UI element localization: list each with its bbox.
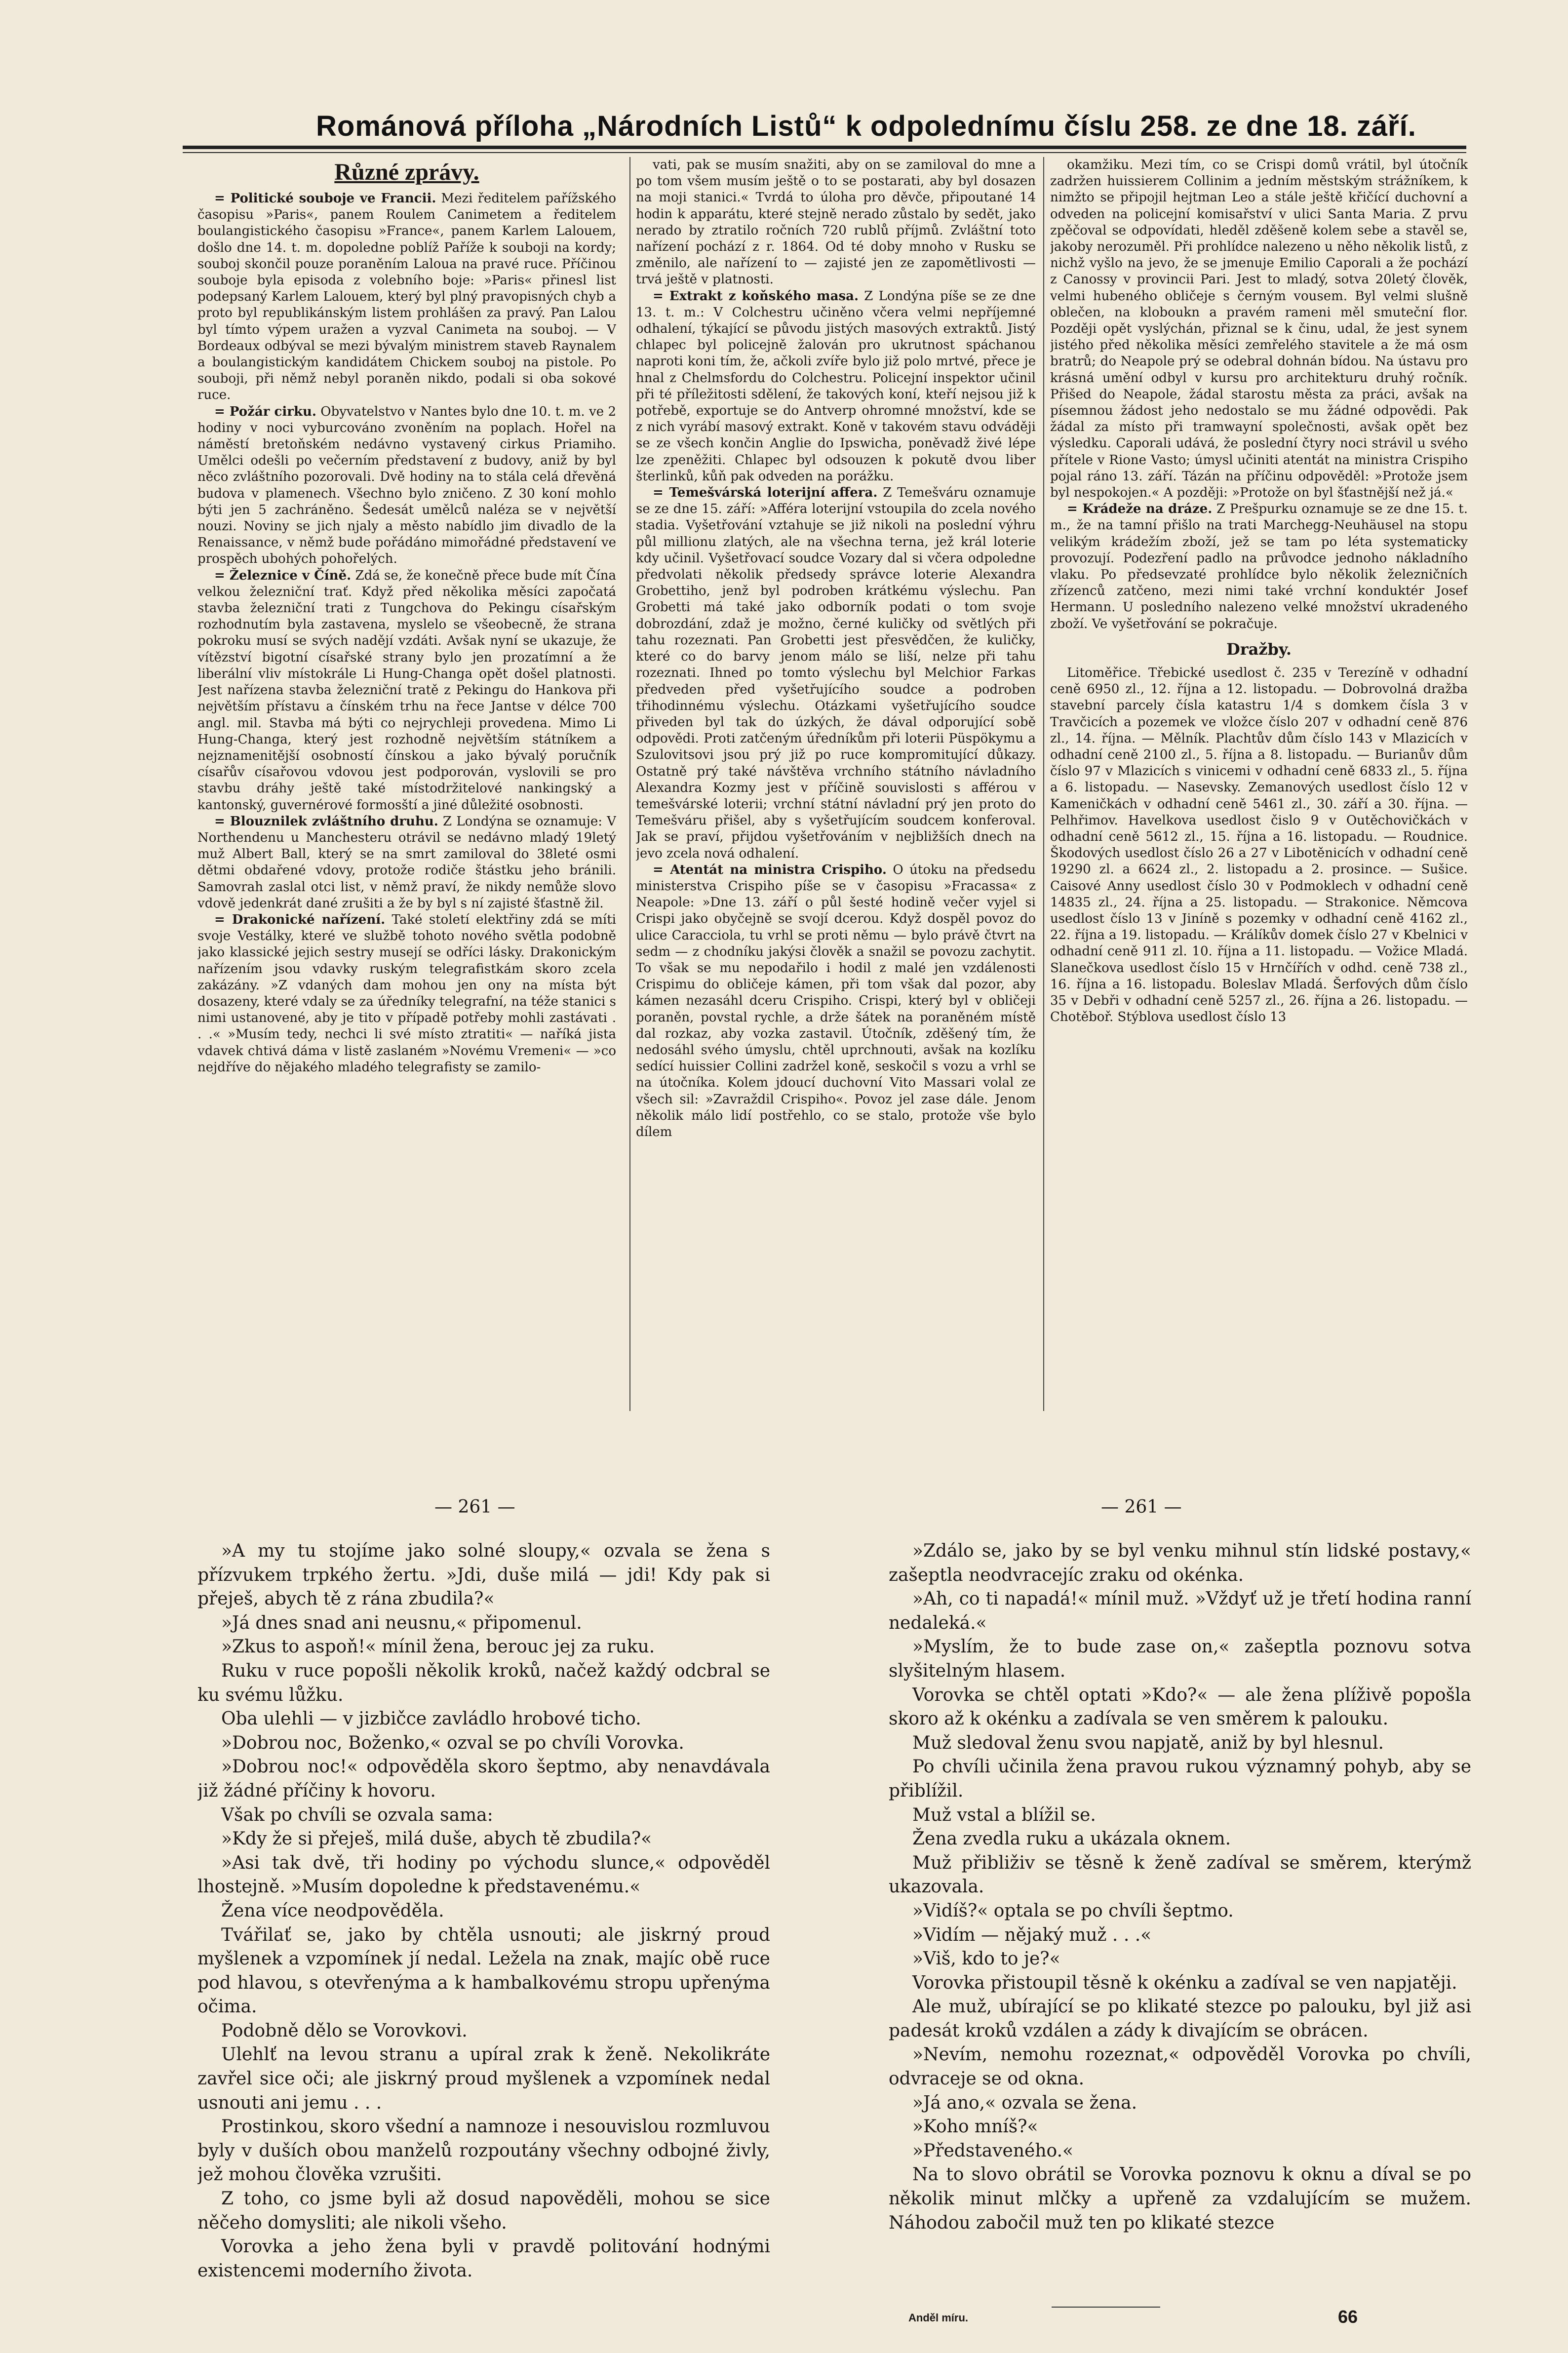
novel-paragraph: Žena více neodpověděla. bbox=[221, 1900, 444, 1921]
novel-paragraph: Ulehlť na levou stranu a upíral zrak k ženě. Nekolikráte zavřel sice oči; ale jiskrný proud myšlenek a vzpomínek nedal usnouti ani jemu . . . bbox=[197, 2044, 770, 2113]
novel-paragraph: Tvářilať se, jako by chtěla usnouti; ale jiskrný proud myšlenek a vzpomínek jí nedal. Ležela na znak, majíc obě ruce pod hlavou, s otevřenýma a k hambalkovému stropu upřenýma očima. bbox=[197, 1924, 770, 2017]
news-item-headline: = Blouznilek zvláštního druhu. bbox=[214, 814, 438, 829]
masthead-rule-thin bbox=[183, 152, 1466, 153]
masthead-title: Románová příloha „Národních Listů“ k odpolednímu číslu 258. ze dne 18. září. bbox=[316, 110, 1416, 142]
column-divider bbox=[1043, 157, 1044, 1411]
novel-paragraph: »Já ano,« ozvala se žena. bbox=[912, 2092, 1137, 2113]
novel-paragraph: »Kdy že si přeješ, milá duše, abych tě zbudila?« bbox=[221, 1829, 652, 1849]
novel-paragraph: »Vidíš?« optala se po chvíli šeptmo. bbox=[912, 1900, 1234, 1921]
novel-paragraph: Na to slovo obrátil se Vorovka poznovu k oknu a díval se po několik minut mlčky a upřeně za vzdalujícím se mužem. Náhodou zabočil muž ten po klikaté stezce bbox=[889, 2164, 1471, 2233]
news-item bbox=[197, 191, 616, 404]
novel-paragraph: »Ah, co ti napadá!« mínil muž. »Vždyť už je třetí hodina ranní nedaleká.« bbox=[889, 1589, 1471, 1633]
news-item-text: Z Prešpurku oznamuje se ze dne 15. t. m., že na tamní přišlo na trati Marchegg-Neuhäusel na stopu velikým krádežím zboží, jež se tam po léta systematicky provozují. Podezření padlo na průvodce jednoho nákladního vlaku. Po předsevzaté prohlídce bylo několik železničních zřízenců zatčeno, mezi nimi také vrchní konduktér Josef Hermann. U posledního nalezeno velké množství ukradeného zboží. Ve vyšetřování se pokračuje. bbox=[1050, 502, 1468, 631]
news-item-text: okamžiku. Mezi tím, co se Crispi domů vrátil, byl útočník zadržen huissierem Collinim a jedním městským strážníkem, k nimžto se připojil hejtman Leo a stále ještě křičící duchovní a odveden na policejní komisařství v ulici Santa Maria. Z prvu zpěčoval se odpovídati, hleděl zděšeně kolem sebe a stavěl se, jakoby nerozuměl. Při prohlídce nalezeno u něho několik listů, z nichž vyšlo na jevo, že se jmenuje Emilio Caporali a že pochází z Canossy v provincii Pari. Jest to mladý, sotva 20letý člověk, velmi hubeného obličeje s černým vousem. Byl velmi slušně oblečen, na kloboukn a pravém rameni měl smuteční flor. Později opět vyslýchán, přiznal se k činu, udal, že jest synem jistého před několika měsíci zemřelého stavitele a že má osm bratrů; do Neapole prý se odebral dohnán bídou. Na ústavu pro krásná umění odbyl v kursu pro architekturu druhý ročník. Přišed do Neapole, žádal starostu města za práci, avšak na písemnou žádost jeho nedostalo se mu žádné odpovědi. Pak žádal za místo při tramwayní společnosti, avšak opět bez výsledku. Caporali udává, že poslední čtyry noci strávil u svého přítele v Rione Vasto; úmysl učiniti atentát na ministra Crispiho pojal ráno 13. září. Tázán na příčinu odpověděl: »Protože jsem byl nespokojen.« A později: »Protože on byl šťastnější než já.« bbox=[1050, 157, 1468, 501]
news-item-text: Z Londýna píše se ze dne 13. t. m.: V Colchestru učiněno včera velmi nepříjemné odhalení, týkající se původu jistých masových extraktů. Jistý chlapec byl policejně žalován pro ukrutnost spáchanou naproti koni tím, že, ačkoli zvíře bylo již polo mrtvé, přece je hnal z Chelmsfordu do Colchestru. Policejní inspektor učinil při té příležitosti sdělení, že takových koní, kteří nejsou již k potřebě, exportuje se do Antverp ohromné množství, kde se z nich vyrábí masový extrakt. Koně v takovém stavu odváději se ze všech končin Anglie do Ipswicha, poněvadž živé lépe lze zpeněžiti. Chlapec byl odsouzen k pokutě dvou liber šterlinků, kůň pak odveden na porážku. bbox=[636, 288, 1036, 484]
novel-paragraph: Muž vstal a blížil se. bbox=[912, 1804, 1096, 1825]
novel-paragraph: »Představeného.« bbox=[912, 2140, 1074, 2161]
novel-paragraph: »Myslím, že to bude zase on,« zašeptla poznovu sotva slyšitelným hlasem. bbox=[889, 1637, 1471, 1681]
novel-right-column bbox=[889, 1539, 1471, 2300]
news-column-1 bbox=[197, 157, 616, 1411]
news-item bbox=[1050, 501, 1468, 632]
news-item-text: Mezi ředitelem pařížského časopisu »Paris«, panem Roulem Canimetem a ředitelem boulangistického časopisu »France«, panem Karlem Lalouem, došlo dne 14. t. m. dopoledne poblíž Paříže k souboji na kordy; souboj skončil pouze poraněním Laloua na pravé ruce. Příčinou souboje byla episoda z volebního boje: »Paris« přinesl list podepsaný Karlem Lalouem, který byl plný pravopisných chyb a proto byl republikánským listem prohlášen za pravý. Pan Lalou byl tímto výpem uražen a vyzval Canimeta na souboj. — V Bordeaux odbýval se mezi bývalým ministrem staveb Raynalem a boulangistickým kandidátem Chickem souboj na pistole. Po souboji, při němž nebyl poraněn nikdo, podali si oba sokové ruce. bbox=[197, 191, 616, 403]
news-item bbox=[197, 814, 616, 912]
news-item bbox=[636, 288, 1036, 485]
signature-rule bbox=[1052, 2307, 1160, 2308]
novel-paragraph: »Nevím, nemohu rozeznat,« odpověděl Vorovka po chvíli, odvraceje se od okna. bbox=[889, 2044, 1471, 2089]
news-item-text: Také století elektřiny zdá se míti svoje Vestálky, které ve službě tohoto nového světla podobně jako klassické jejich sestry musejí se odříci lásky. Drakonickým nařízením jsou vdavky ruským telegrafistkám skoro zcela zakázány. »Z vdaných dam mohou jen ony na místa být dosazeny, které vdaly se za úředníky telegrafní, na téže stanici s nimi ustanovené, aby je tito v případě potřeby mohli zastávati . . .« »Musím tedy, nechci li své místo ztratiti« — naříká jista vdavek chtivá dáma v listě zaslaném »Novému Vremeni« — »co nejdříve do nějakého mladého telegrafisty se zamilo- bbox=[197, 912, 616, 1075]
news-column-3-items bbox=[1050, 157, 1468, 632]
novel-left-page-number: — 261 — bbox=[434, 1497, 515, 1517]
news-item-text: Obyvatelstvo v Nantes bylo dne 10. t. m. ve 2 hodiny v noci vyburcováno zvoněním na poplach. Hořel na náměstí bretoňském nedávno vystavený cirkus Priamiho. Umělci odešli po večerním představení z budovy, aniž by byl něco zvláštního pozorovali. Dvě hodiny na to stála celá dřevěná budova v plamenech. Všechno bylo zničeno. Z 30 koní mohlo býti jen 5 zachráněno. Šedesát umělců naléza se v největší nouzi. Noviny se jich njaly a město nabídlo jim divadlo de la Renaissance, v němž bude pořádáno mimořádné představení ve prospěch ubohých pohořelých. bbox=[197, 404, 616, 567]
novel-paragraph: Po chvíli učinila žena pravou rukou významný pohyb, aby se přiblížil. bbox=[889, 1757, 1471, 1801]
novel-right-page-number: — 261 — bbox=[1101, 1497, 1182, 1517]
novel-paragraph: Oba ulehli — v jizbičce zavládlo hrobové ticho. bbox=[221, 1709, 641, 1729]
news-item bbox=[197, 912, 616, 1076]
news-item-headline: = Železnice v Číně. bbox=[214, 568, 352, 583]
novel-paragraph: »Dobrou noc!« odpověděla skoro šeptmo, aby nenavdávala již žádné příčiny k hovoru. bbox=[197, 1757, 770, 1801]
novel-paragraph: Podobně dělo se Vorovkovi. bbox=[221, 2020, 468, 2041]
novel-paragraph: Vorovka a jeho žena byli v pravdě politování hodnými existencemi moderního života. bbox=[197, 2236, 770, 2281]
novel-paragraph: Vorovka přistoupil těsně k okénku a zadíval se ven napjatěji. bbox=[912, 1972, 1457, 1993]
news-column-3 bbox=[1050, 157, 1468, 1411]
novel-paragraph: Ruku v ruce popošli několik kroků, načež každý odcbral se ku svému lůžku. bbox=[197, 1660, 770, 1705]
news-item-text: O útoku na předsedu ministerstva Crispiho píše se v časopisu »Fracassa« z Neapole: »Dne 13. září o půl šesté hodině večer vyjel si Crispi jako obyčejně se svojí dcerou. Když dospěl povoz do ulice Caracciola, tu vrhl se proti němu — bylo právě čtvrt na sedm — z chodníku jakýsi člověk a snažil se povozu zachytit. To však se mu nepodařilo i hodil z malé jen vzdálenosti Crispimu do obličeje kámen, při tom však dal pozor, aby kámen nezasáhl dceru Crispiho. Crispi, který byl v obličeji poraněn, povstal rychle, a drže šátek na poraněném místě dal rozkaz, aby vozka zastavil. Útočník, zděšený tím, že nedosáhl svého úmyslu, chtěl uprchnouti, avšak na kozlíku sedící huissier Collini zadržel koně, seskočil s vozu a vrhl se na útočníka. Kolem jdoucí duchovní Vito Massari volal ze všech sil: »Zavraždil Crispiho«. Povoz jel zase dále. Jenom několik málo lidí postřehlo, co se stalo, protože vše bylo dílem bbox=[636, 862, 1036, 1139]
column-divider bbox=[629, 157, 630, 1411]
news-item bbox=[197, 568, 616, 814]
news-item-headline: = Extrakt z koňského masa. bbox=[653, 288, 859, 304]
news-item-text: Z Londýna se oznamuje: V Northendenu u Manchesteru otrávil se nedávno mladý 19letý muž Albert Ball, který se na smrt zamiloval do 38leté osmi dětmi obdařené vdovy, protože rodiče štástku jeho bránili. Samovrah zaslal otci list, v němž praví, že nikdy nemůže slovo vdově jedenkrát dané zrušiti a že by byl s ní zajisté šťastně žil. bbox=[197, 814, 616, 911]
novel-paragraph: Muž sledoval ženu svou napjatě, aniž by byl hlesnul. bbox=[912, 1732, 1384, 1753]
news-item-headline: = Temešvárská loterijní affera. bbox=[653, 485, 878, 501]
novel-paragraph: Ale muž, ubírající se po klikaté stezce po palouku, byl již asi padesát kroků vzdálen a zády k divajícím se obrácen. bbox=[889, 1997, 1471, 2041]
novel-paragraph: »Dobrou noc, Boženko,« ozval se po chvíli Vorovka. bbox=[221, 1732, 684, 1753]
news-item-text: Z Temešváru oznamuje se ze dne 15. září: »Afféra loterijní vstoupila do zcela nového stadia. Vyšetřování vztahuje se již nikoli na poslední výhru půl millionu zlatých, ale na všechna terna, jež král loterie kdy učinil. Vyšetřovací soudce Vozary dal si včera odpoledne předvolati několik předsedy správce loterie Alexandra Grobettiho, jenž byl podroben krátkému výslechu. Pan Grobetti má také jako odborník podati o tom svoje dobrozdání, zdaž je možno, černé kuličky od světlých při tahu rozeznati. Pan Grobetti jest přesvědčen, že kuličky, které co do barvy jenom málo se liší, nelze při tahu rozeznati. Ihned po tomto výslechu byl Melchior Farkas předveden před vyšetřujícího soudce a podroben třihodinnému výslechu. Otázkami vyšetřujícího soudce přiveden byl tak do úzkých, že dával odporující sobě odpovědi. Proti zatčeným úředníkům při loterii Püspökymu a Szulovitsovi jsou prý již po ruce kompromitující důkazy. Ostatně prý také návštěva vrchního státního návladního Alexandra Kozmy jest v příčině souvislosti s afférou v temešvárské loterii; vrchní státní návladní prý jen proto do Temešváru přišel, aby s vyšetřujícím soudcem konferoval. Jak se praví, přijdou vyšetřováním v nejbližších dnech na jevo zcela nová odhalení. bbox=[636, 485, 1036, 861]
novel-paragraph: Prostinkou, skoro všední a namnoze i nesouvislou rozmluvou byly v duších obou manželů rozpoutány všechny odbojné živly, jež mohou člověka vzrušiti. bbox=[197, 2117, 770, 2185]
masthead-rule-thick bbox=[183, 146, 1466, 149]
novel-paragraph: »Zkus to aspoň!« mínil žena, berouc jej za ruku. bbox=[221, 1637, 655, 1657]
news-item-headline: = Politické souboje ve Francii. bbox=[214, 191, 436, 206]
news-item bbox=[1050, 157, 1468, 501]
news-item bbox=[197, 404, 616, 568]
auctions-text: Litoměřice. Třebické usedlost č. 235 v Terezíně v odhadní ceně 6950 zl., 12. října a 12. listopadu. — Dobrovolná dražba stavební parcely čísla katastru 1/4 s domkem čísla 3 v Travčicích a pozemek ve vložce číslo 207 v odhadní ceně 876 zl., 14. října. — Mělník. Plachtův dům číslo 143 v Mlazicích v odhadní ceně 2100 zl., 5. října a 8. listopadu. — Burianův dům číslo 97 v Mlazicích s vinicemi v odhadní ceně 6833 zl., 5. října a 6. listopadu. — Nasevsky. Zemanových usedlost číslo 12 v Kameničkách v odhadní ceně 5461 zl., 30. září a 30. října. — Pelhřimov. Havelkova usedlost čislo 9 v Outěchovičkách v odhadní ceně 5612 zl., 15. října a 16. listopadu. — Roudnice. Škodových usedlost číslo 26 a 27 v Libotěnicích v odhadní ceně 19290 zl. a 6624 zl., 2. listopadu a 2. prosince. — Sušice. Caisové Anny usedlost číslo 30 v Podmoklech v odhadní ceně 14835 zl., 24. října a 25. listopadu. — Strakonice. Němcova usedlost číslo 13 v Jiníně s pozemky v odhadní ceně 4162 zl., 22. října a 19. listopadu. — Králíkův domek číslo 27 v Kbelnici v odhadní ceně 911 zl. 10. října a 11. listopadu. — Vožice Mladá. Slanečkova usedlost číslo 15 v Hrnčířích v odhd. ceně 738 zl., 16. října a 16. listopadu. Boleslav Mladá. Šerfových dům číslo 35 v Debři v odhadní ceně 5257 zl., 26. října a 26. listopadu. — Chotěboř. Stýblova usedlost číslo 13 bbox=[1050, 665, 1468, 1025]
news-item-text: vati, pak se musím snažiti, aby on se zamiloval do mne a po tom všem musím ještě o to se postarati, aby byl dosazen na moji stanici.« Tvrdá to úloha pro děvče, připoutané 14 hodin k apparátu, které stejně nerado zůstalo by sedět, jako nerado by ztratilo ročních 720 rublů příjmů. Zvláštní toto nařízení pochází z r. 1864. Od té doby mnoho v Rusku se změnilo, ale nařízení to — zajisté jen ze zapomětlivosti — trvá ještě v platnosti. bbox=[636, 157, 1036, 287]
news-item-text: Zdá se, že konečně přece bude mít Čína velkou železniční trať. Když před několika měsíci započatá stavba železniční trati z Tungchova do Pekingu císařským rozhodnutím byla zastavena, myslelo se všeobecně, že strana pokroku musí se svých nadějí vzdáti. Avšak nyní se ukazuje, že vítězství bigotní císařské strany bylo jen prozatímní a že liberální vliv místokrále Li Hung-Changa opět došel platnosti. Jest nařízena stavba železniční tratě z Pekingu do Hankova při největším přístavu a čínském trhu na řece Jantse v délce 700 angl. mil. Stavba má býti co nejrychleji provedena. Mimo Li Hung-Changa, který jest rozhodně největším státníkem a nejznamenitější osobností čínskou a jako bývalý poručník císařův císařovou vdovou jest podporován, vyslovili se pro stavbu dráhy ještě také místodržitelové nankingský a kantonský, guvernérové formosští a jiné důležité osobnosti. bbox=[197, 568, 616, 813]
news-item bbox=[636, 862, 1036, 1140]
novel-paragraph: »Já dnes snad ani neusnu,« připomenul. bbox=[221, 1612, 582, 1633]
novel-paragraph: »A my tu stojíme jako solné sloupy,« ozvala se žena s přízvukem trpkého žertu. »Jdi, duše milá — jdi! Kdy pak si přeješ, abych tě z rána zbudila?« bbox=[197, 1541, 770, 1609]
news-item-headline: = Požár cirku. bbox=[214, 404, 316, 419]
novel-paragraph: Muž přibliživ se těsně k ženě zadíval se směrem, kterýmž ukazovala. bbox=[889, 1852, 1471, 1897]
novel-paragraph: Vorovka se chtěl optati »Kdo?« — ale žena plíživě popošla skoro až k okénku a zadívala se ven směrem k palouku. bbox=[889, 1685, 1471, 1729]
signature-number: 66 bbox=[1338, 2307, 1358, 2327]
printer-mark: Anděl míru. bbox=[908, 2312, 969, 2324]
novel-paragraph: »Vidím — nějaký muž . . .« bbox=[912, 1924, 1152, 1945]
news-column-2 bbox=[636, 157, 1036, 1411]
news-item bbox=[636, 157, 1036, 288]
news-item-headline: = Drakonické nařízení. bbox=[214, 912, 386, 927]
news-item-headline: = Atentát na ministra Crispiho. bbox=[653, 862, 887, 877]
news-item bbox=[636, 485, 1036, 862]
novel-paragraph: »Asi tak dvě, tři hodiny po východu slunce,« odpověděl lhostejně. »Musím dopoledne k představenému.« bbox=[197, 1852, 770, 1897]
novel-paragraph: »Zdálo se, jako by se byl venku mihnul stín lidské postavy,« zašeptla neodvracejíc zraku od okénka. bbox=[889, 1541, 1471, 1585]
novel-paragraph: Žena zvedla ruku a ukázala oknem. bbox=[912, 1829, 1231, 1849]
section-title: Různé zprávy. bbox=[334, 159, 479, 185]
novel-paragraph: »Koho mníš?« bbox=[912, 2117, 1038, 2137]
auctions-title: Dražby. bbox=[1226, 639, 1292, 659]
novel-paragraph: »Viš, kdo to je?« bbox=[912, 1949, 1060, 1969]
novel-paragraph: Z toho, co jsme byli až dosud napověděli, mohou se sice něčeho domysliti; ale nikoli všeho. bbox=[197, 2189, 770, 2233]
novel-left-column bbox=[197, 1539, 770, 2300]
novel-paragraph: Však po chvíli se ozvala sama: bbox=[221, 1804, 493, 1825]
news-item-headline: = Krádeže na dráze. bbox=[1067, 502, 1213, 517]
